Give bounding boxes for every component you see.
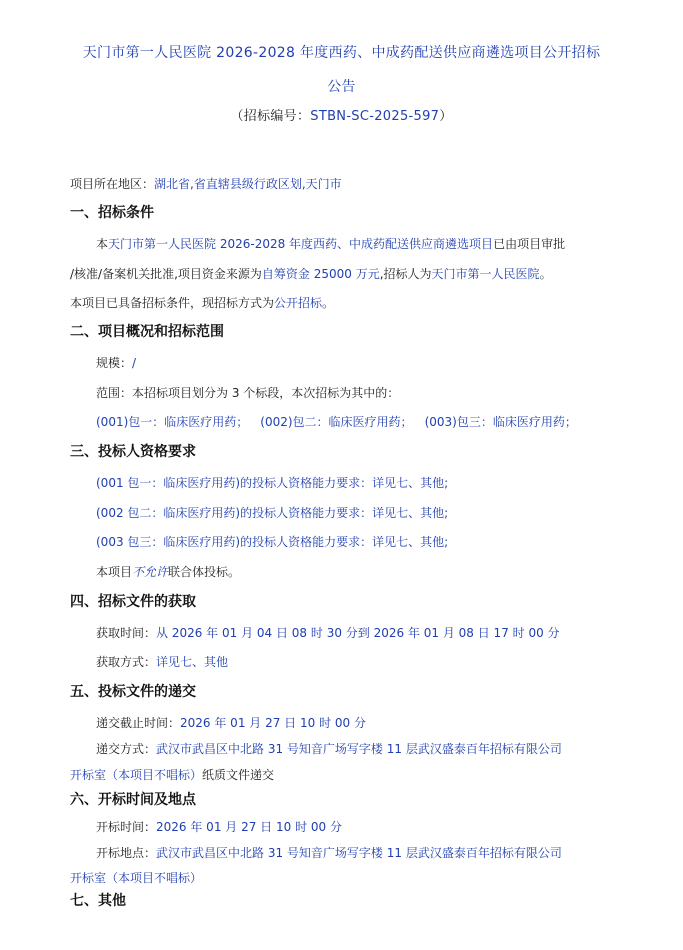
acquisition-method-value: 详见七、其他 (156, 655, 229, 669)
s1-text: 。 (322, 296, 335, 310)
s1-paragraph-line1 (96, 236, 565, 252)
submission-deadline (96, 715, 366, 731)
consortium-text: 联合体投标。 (168, 565, 241, 579)
s2-range: 范围：本招标项目划分为 3 个标段，本次招标为其中的： (96, 386, 400, 400)
s1-text: ,招标人为 (379, 267, 432, 281)
opening-time-label: 开标时间： (96, 820, 157, 834)
submission-method-label: 递交方式： (96, 742, 157, 756)
scale-label: 规模： (96, 356, 133, 370)
project-region (70, 176, 342, 192)
consortium-note (96, 564, 240, 580)
opening-place-line1 (96, 845, 562, 861)
section-heading-4: 四、招标文件的获取 (70, 594, 196, 610)
s1-text: 本 (96, 237, 109, 251)
qualification-item: (003 包三：临床医疗用药)的投标人资格能力要求：详见七、其他; (96, 535, 449, 549)
tender-number (0, 105, 683, 124)
section-heading-2: 二、项目概况和招标范围 (70, 324, 224, 340)
doc-title-line2: 公告 (327, 79, 356, 95)
s1-paragraph-line2 (70, 266, 552, 282)
section-heading-6: 六、开标时间及地点 (70, 792, 196, 808)
opening-time (96, 819, 342, 835)
s1-text: 。 (539, 267, 552, 281)
qualification-item: (001 包一：临床医疗用药)的投标人资格能力要求：详见七、其他; (96, 476, 449, 490)
submission-method-line2 (70, 767, 274, 783)
section-heading-7: 七、其他 (70, 893, 126, 909)
submission-method-tail: 纸质文件递交 (202, 768, 275, 782)
acquisition-method (96, 654, 228, 670)
acquisition-time-label: 获取时间： (96, 626, 157, 640)
acquisition-time (96, 625, 560, 641)
doc-title-line1: 天门市第一人民医院 2026-2028 年度西药、中成药配送供应商遴选项目公开招标 (82, 45, 601, 61)
acquisition-method-label: 获取方式： (96, 655, 157, 669)
s1-tenderer: 天门市第一人民医院 (431, 267, 540, 281)
lot-item: (002)包二：临床医疗用药； (260, 415, 413, 429)
region-label: 项目所在地区： (70, 177, 155, 191)
submission-method-line1 (96, 741, 562, 757)
s2-lot-list (96, 414, 577, 430)
section-heading-3: 三、投标人资格要求 (70, 444, 196, 460)
s2-scale (96, 355, 136, 371)
tender-number-prefix: （招标编号： (230, 109, 311, 124)
section-heading-5: 五、投标文件的递交 (70, 684, 196, 700)
submission-method-value: 武汉市武昌区中北路 31 号知音广场写字楼 11 层武汉盛泰百年招标有限公司 (156, 742, 562, 756)
s1-text: /核准/备案机关批准,项目资金来源为 (70, 267, 262, 281)
s1-paragraph-line3 (70, 295, 334, 311)
opening-place-label: 开标地点： (96, 846, 157, 860)
submission-deadline-label: 递交截止时间： (96, 716, 181, 730)
consortium-value: 不允许 (132, 565, 169, 579)
opening-place-line2: 开标室（本项目不唱标） (70, 871, 203, 885)
acquisition-time-value: 从 2026 年 01 月 04 日 08 时 30 分到 2026 年 01 月 08 日 17 时 00 分 (156, 626, 560, 640)
lot-item: (001)包一：临床医疗用药； (96, 415, 249, 429)
s1-project-name: 天门市第一人民医院 2026-2028 年度西药、中成药配送供应商遴选项目 (108, 237, 494, 251)
tender-number-suffix: ） (439, 109, 453, 124)
region-value: 湖北省,省直辖县级行政区划,天门市 (154, 177, 342, 191)
submission-method-value: 开标室（本项目不唱标） (70, 768, 203, 782)
submission-deadline-value: 2026 年 01 月 27 日 10 时 00 分 (180, 716, 366, 730)
tender-number-value: STBN-SC-2025-597 (310, 109, 440, 124)
consortium-text: 本项目 (96, 565, 133, 579)
lot-item: (003)包三：临床医疗用药； (424, 415, 577, 429)
s1-text: 本项目已具备招标条件，现招标方式为 (70, 296, 275, 310)
s1-text: 已由项目审批 (493, 237, 566, 251)
s1-tender-method: 公开招标 (274, 296, 323, 310)
qualification-item: (002 包二：临床医疗用药)的投标人资格能力要求：详见七、其他; (96, 506, 449, 520)
section-heading-1: 一、招标条件 (70, 205, 154, 221)
scale-value: / (132, 356, 137, 370)
opening-time-value: 2026 年 01 月 27 日 10 时 00 分 (156, 820, 342, 834)
opening-place-value: 武汉市武昌区中北路 31 号知音广场写字楼 11 层武汉盛泰百年招标有限公司 (156, 846, 562, 860)
s1-fund-source: 自筹资金 25000 万元 (261, 267, 380, 281)
